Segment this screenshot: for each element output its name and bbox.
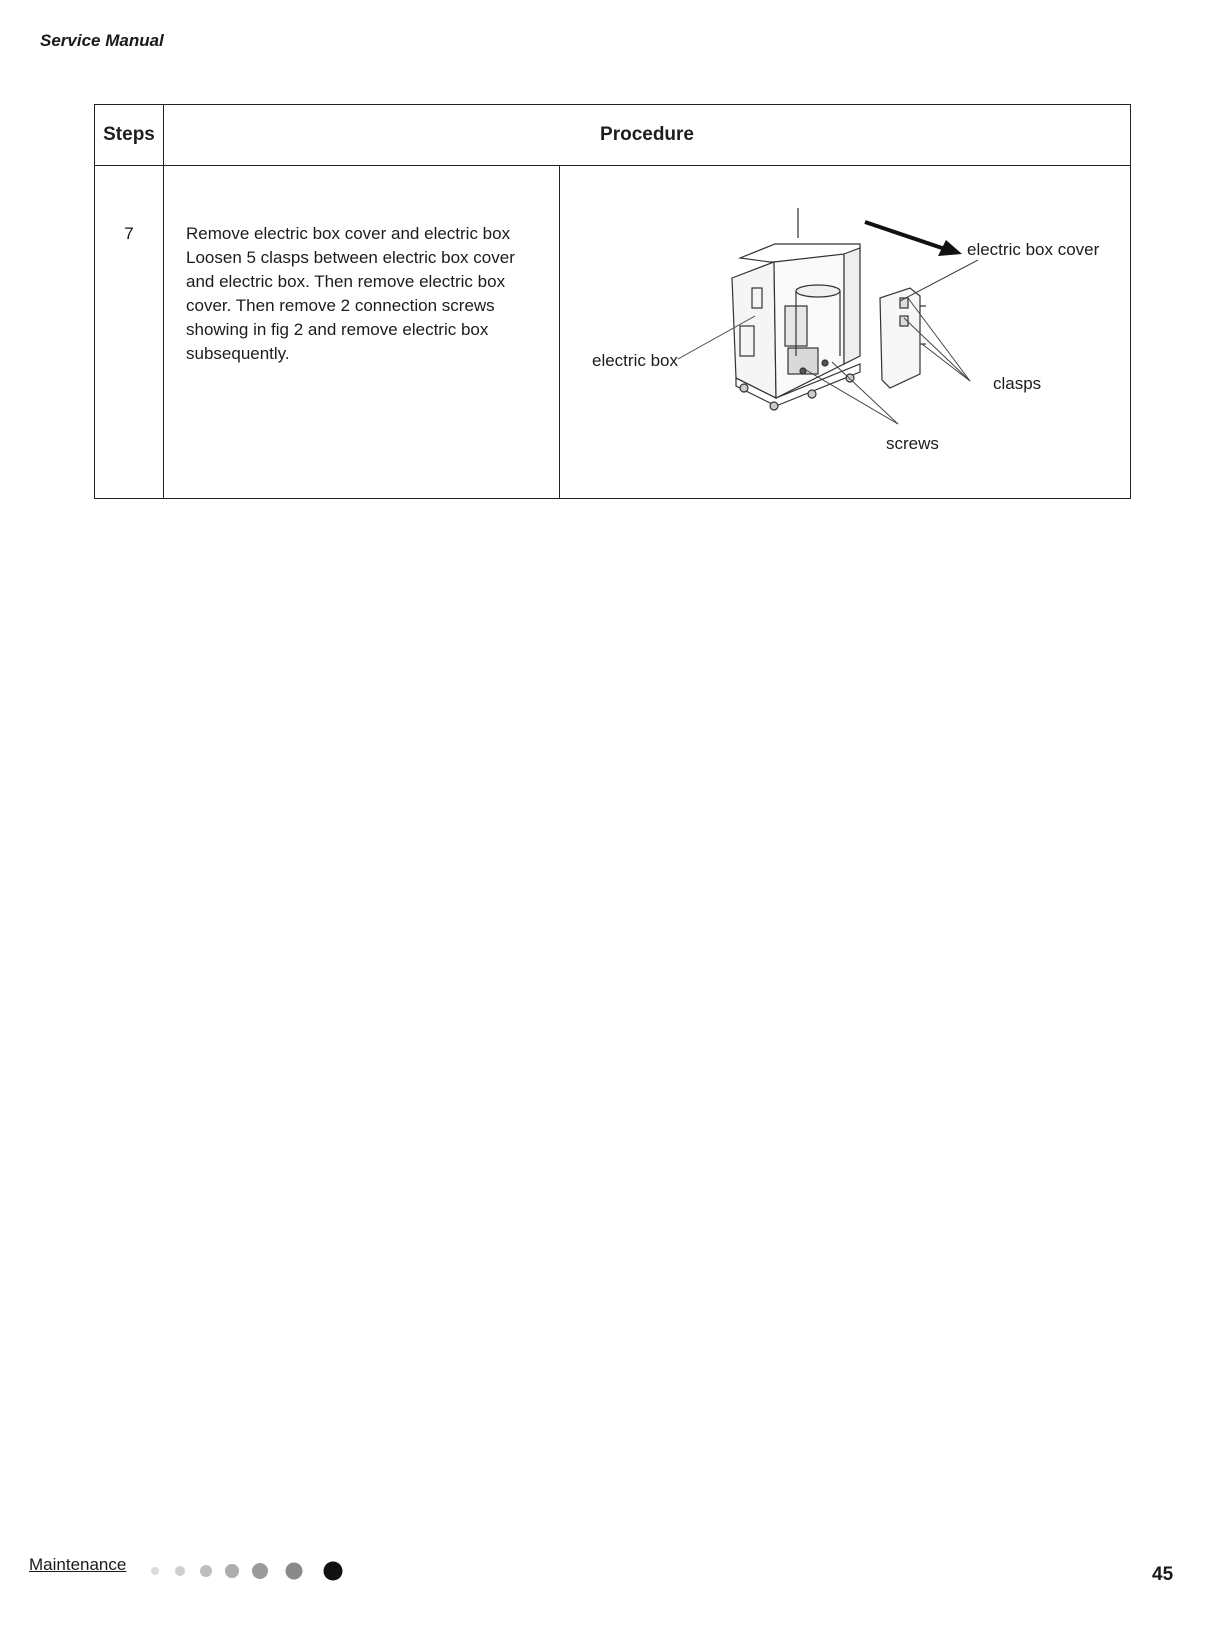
section-link-maintenance[interactable]: Maintenance xyxy=(29,1555,127,1574)
step-number: 7 xyxy=(95,166,164,499)
electric-box-illustration xyxy=(560,166,1131,498)
progress-dot xyxy=(200,1565,212,1577)
running-header: Service Manual xyxy=(40,31,164,50)
procedure-table xyxy=(94,104,1131,499)
progress-dot xyxy=(324,1562,343,1581)
table-row xyxy=(95,166,1131,499)
procedure-figure xyxy=(560,166,1131,499)
procedure-column-header: Procedure xyxy=(164,105,1131,166)
table-header-row xyxy=(95,105,1131,166)
unit-body-drawing xyxy=(732,208,860,410)
label-electric-box-cover: electric box cover xyxy=(967,240,1100,259)
label-electric-box: electric box xyxy=(592,351,678,370)
page-number: 45 xyxy=(1152,1564,1174,1585)
progress-dot xyxy=(252,1563,268,1579)
progress-dot xyxy=(175,1566,185,1576)
removal-arrow xyxy=(865,222,962,256)
steps-column-header: Steps xyxy=(95,105,164,166)
page-progress-dots xyxy=(150,1558,350,1588)
progress-dot xyxy=(225,1564,239,1578)
electric-box-cover-drawing xyxy=(880,288,926,388)
progress-dot xyxy=(151,1567,159,1575)
label-clasps: clasps xyxy=(993,374,1042,393)
progress-dot xyxy=(286,1563,303,1580)
label-screws: screws xyxy=(886,434,939,453)
step-description: Remove electric box cover and electric box Loosen 5 clasps between electric box cover and electric box. Then remove electric box cover. Then remove 2 connection screws showing in fig 2 and remove electric box subsequently. xyxy=(164,166,560,499)
